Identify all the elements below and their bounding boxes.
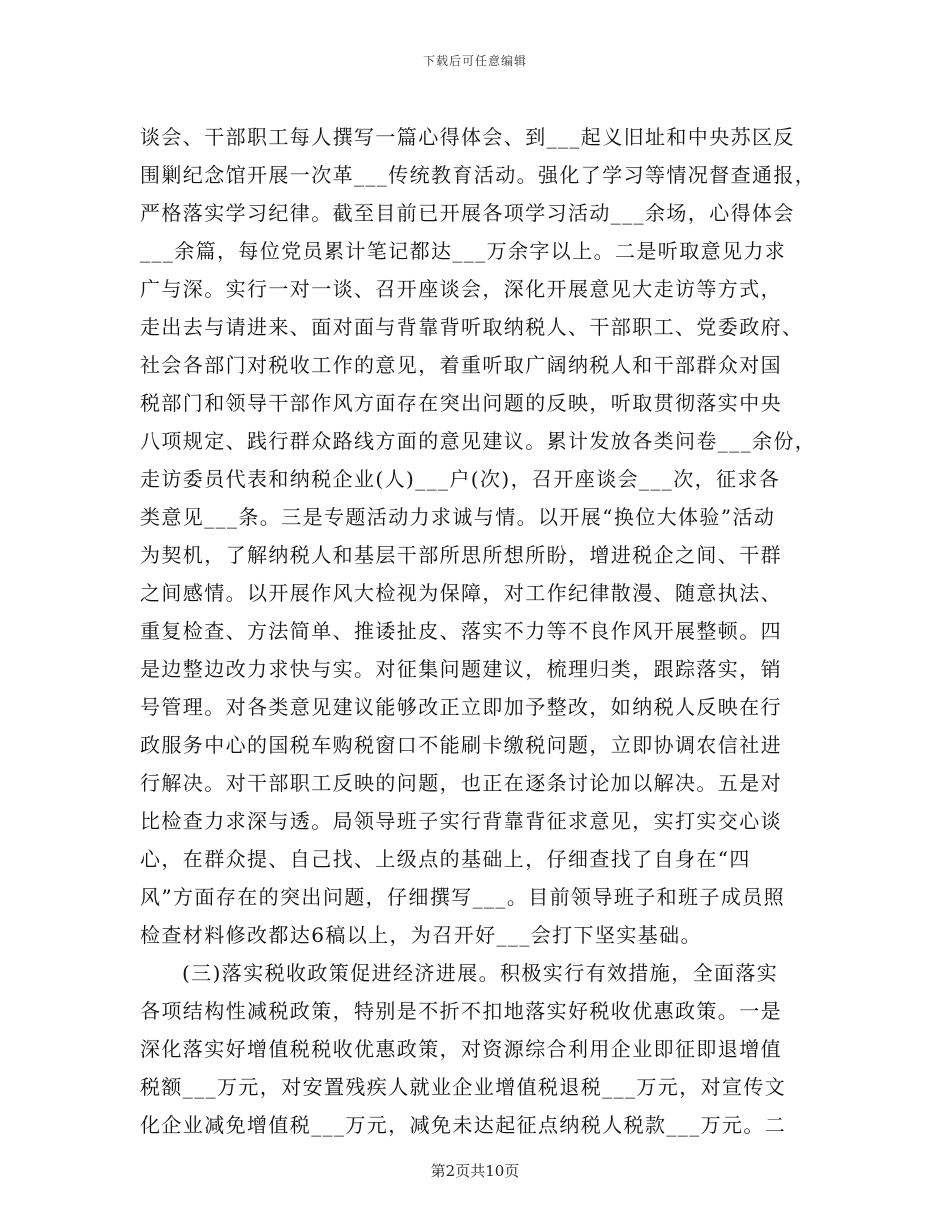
text-line: 围剿纪念馆开展一次革___传统教育活动。强化了学习等情况督查通报， (140, 163, 817, 187)
text-line: 重复检查、方法简单、推诿扯皮、落实不力等不良作风开展整顿。四 (140, 619, 782, 643)
text-line: 心，在群众提、自己找、上级点的基础上，仔细查找了自身在“四 (140, 847, 751, 871)
text-line: 类意见___条。三是专题活动力求诚与情。以开展“换位大体验”活动 (140, 505, 776, 529)
section-heading-line: (三)落实税收政策促进经济进展。积极实行有效措施，全面落实 (182, 961, 779, 985)
text-line: ___余篇，每位党员累计笔记都达___万余字以上。二是听取意见力求 (140, 239, 787, 263)
page-header: 下载后可任意编辑 (422, 54, 527, 68)
text-line: 之间感情。以开展作风大检视为保障，对工作纪律散漫、随意执法、 (140, 581, 782, 605)
text-line: 社会各部门对税收工作的意见，着重听取广阔纳税人和干部群众对国 (140, 353, 782, 377)
text-line: 风”方面存在的突出问题，仔细撰写___。目前领导班子和班子成员照 (140, 885, 786, 909)
text-line: 为契机，了解纳税人和基层干部所思所想所盼，增进税企之间、干群 (140, 543, 782, 567)
text-line: 比检查力求深与透。局领导班子实行背靠背征求意见，实打实交心谈 (140, 809, 782, 833)
text-line: 号管理。对各类意见建议能够改正立即加予整改，如纳税人反映在行 (140, 695, 782, 719)
text-line: 广与深。实行一对一谈、召开座谈会，深化开展意见大走访等方式， (140, 277, 782, 301)
document-body (140, 118, 820, 1144)
text-line: 是边整边改力求快与实。对征集问题建议，梳理归类，跟踪落实，销 (140, 657, 782, 681)
text-line: 谈会、干部职工每人撰写一篇心得体会、到___起义旧址和中央苏区反 (140, 125, 795, 149)
text-line: 行解决。对干部职工反映的问题，也正在逐条讨论加以解决。五是对 (140, 771, 782, 795)
text-line: 走出去与请进来、面对面与背靠背听取纳税人、干部职工、党委政府、 (140, 315, 804, 339)
text-line: 检查材料修改都达6稿以上，为召开好___会打下坚实基础。 (140, 923, 702, 947)
text-line: 走访委员代表和纳税企业(人)___户(次)，召开座谈会___次，征求各 (140, 467, 781, 491)
text-line: 政服务中心的国税车购税窗口不能刷卡缴税问题，立即协调农信社进 (140, 733, 782, 757)
text-line: 化企业减免增值税___万元，减免未达起征点纳税人税款___万元。二 (140, 1113, 787, 1137)
page-number: 第2页共10页 (430, 1162, 520, 1180)
text-line: 税部门和领导干部作风方面存在突出问题的反映，听取贯彻落实中央 (140, 391, 782, 415)
text-line: 八项规定、践行群众路线方面的意见建议。累计发放各类问卷___余份， (140, 429, 817, 453)
text-line: 税额___万元，对安置残疾人就业企业增值税退税___万元，对宣传文 (140, 1075, 787, 1099)
text-line: 各项结构性减税政策，特别是不折不扣地落实好税收优惠政策。一是 (140, 999, 782, 1023)
text-line: 深化落实好增值税税收优惠政策，对资源综合利用企业即征即退增值 (140, 1037, 782, 1061)
text-line: 严格落实学习纪律。截至目前已开展各项学习活动___余场，心得体会 (140, 201, 795, 225)
